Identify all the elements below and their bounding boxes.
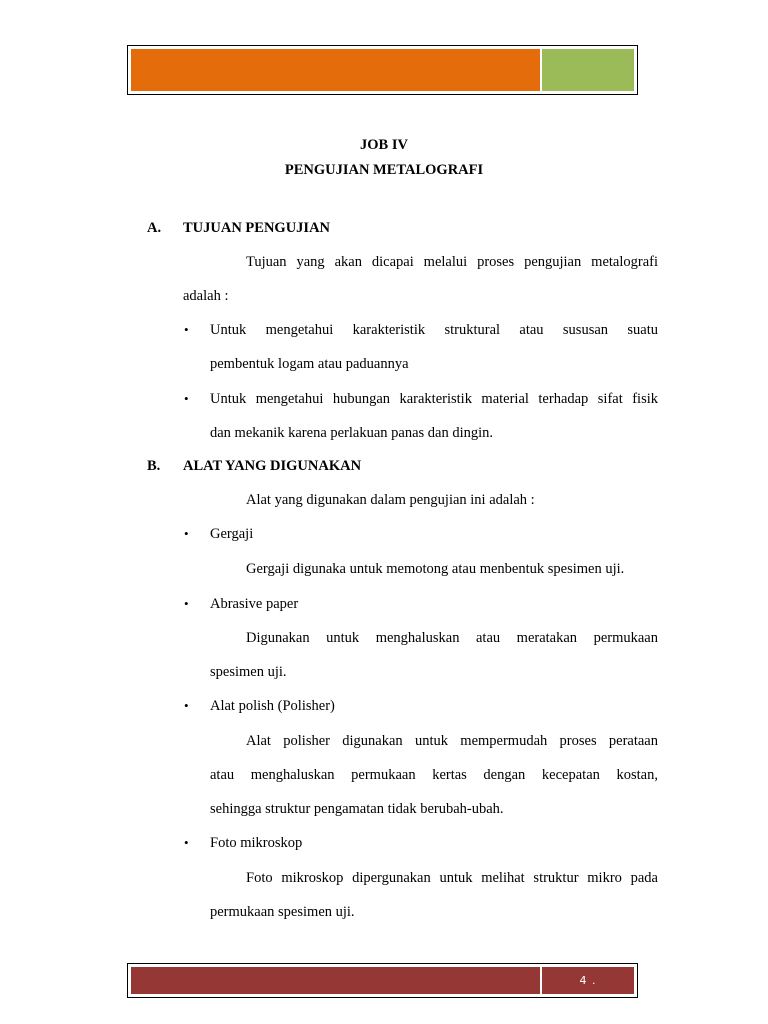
- section-a-bullet1-line1: Untuk mengetahui karakteristik struktural atau sususan suatu: [210, 322, 658, 338]
- section-b-heading: ALAT YANG DIGUNAKAN: [183, 458, 362, 474]
- bullet-icon: •: [184, 596, 189, 611]
- section-a-intro-line2: adalah :: [183, 288, 229, 304]
- bullet-icon: •: [184, 835, 189, 850]
- tool-desc-mikroskop-line1: Foto mikroskop dipergunakan untuk melihat struktur mikro pada: [246, 870, 658, 886]
- header-banner: [127, 45, 638, 95]
- section-a-bullet2-line1: Untuk mengetahui hubungan karakteristik material terhadap sifat fisik: [210, 391, 658, 407]
- bullet-icon: •: [184, 322, 189, 337]
- tool-desc-polisher-line1: Alat polisher digunakan untuk mempermudah proses perataan: [246, 733, 658, 749]
- page-title: PENGUJIAN METALOGRAFI: [284, 162, 484, 178]
- tool-desc-polisher-line2-wrap: [210, 767, 658, 789]
- header-green-bar: [542, 49, 634, 91]
- section-a-intro-line1: Tujuan yang akan dicapai melalui proses pengujian metalografi: [246, 254, 658, 270]
- tool-desc-abrasive-line2: spesimen uji.: [210, 664, 287, 680]
- tool-desc-mikroskop-line1-wrap: [246, 870, 658, 892]
- job-title: JOB IV: [360, 137, 408, 153]
- tool-desc-polisher-line2: atau menghaluskan permukaan kertas dengan kecepatan kostan,: [210, 767, 658, 783]
- footer-banner: [127, 963, 638, 998]
- tool-desc-polisher-line1-wrap: [246, 733, 658, 755]
- tool-name-polisher: Alat polish (Polisher): [210, 698, 335, 714]
- section-a-bullet2-line1-wrap: [210, 391, 658, 413]
- header-orange-bar: [131, 49, 540, 91]
- tool-name-abrasive-paper: Abrasive paper: [210, 596, 299, 612]
- section-a-bullet2-line2: dan mekanik karena perlakuan panas dan dingin.: [210, 425, 494, 441]
- tool-name-foto-mikroskop: Foto mikroskop: [210, 835, 303, 851]
- bullet-icon: •: [184, 698, 189, 713]
- section-a-intro-line1-wrap: [246, 254, 658, 276]
- page-number: 4 .: [542, 967, 634, 994]
- bullet-icon: •: [184, 526, 189, 541]
- footer-maroon-bar: [131, 967, 540, 994]
- tool-desc-gergaji: Gergaji digunaka untuk memotong atau menbentuk spesimen uji.: [246, 561, 625, 577]
- section-b-letter: B.: [147, 458, 161, 474]
- section-a-bullet1-line1-wrap: [210, 322, 658, 344]
- section-a-letter: A.: [147, 220, 162, 236]
- tool-desc-polisher-line3: sehingga struktur pengamatan tidak berubah-ubah.: [210, 801, 504, 817]
- section-a-bullet1-line2: pembentuk logam atau paduannya: [210, 356, 409, 372]
- tool-desc-mikroskop-line2: permukaan spesimen uji.: [210, 904, 355, 920]
- section-b-intro: Alat yang digunakan dalam pengujian ini adalah :: [246, 492, 535, 508]
- tool-desc-abrasive-line1-wrap: [246, 630, 658, 652]
- section-a-heading: TUJUAN PENGUJIAN: [183, 220, 331, 236]
- tool-desc-abrasive-line1: Digunakan untuk menghaluskan atau meratakan permukaan: [246, 630, 658, 646]
- bullet-icon: •: [184, 391, 189, 406]
- tool-name-gergaji: Gergaji: [210, 526, 254, 542]
